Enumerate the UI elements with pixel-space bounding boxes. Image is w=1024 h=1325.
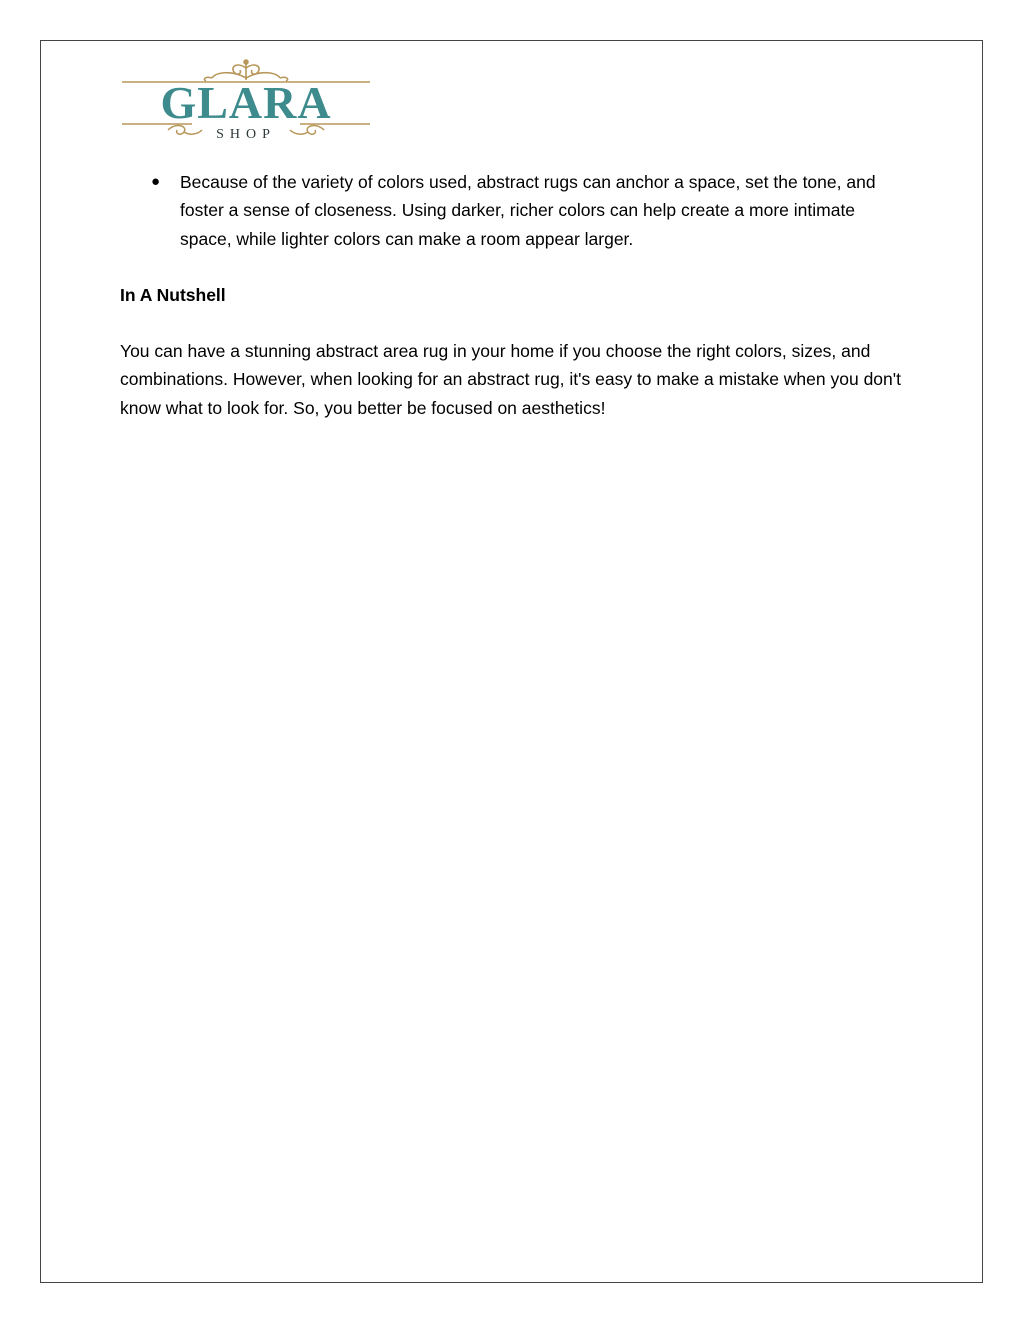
bullet-text: Because of the variety of colors used, abstract rugs can anchor a space, set the tone, and foster a sense of closeness. Using darker, richer colors can help create a more intimate space, while lighter colors can make a room appear larger.	[180, 172, 876, 249]
logo-subtitle: SHOP	[216, 127, 276, 142]
logo-wordmark: GLARA	[160, 77, 332, 128]
section-paragraph: You can have a stunning abstract area rug in your home if you choose the right colors, sizes, and combinations. However, when looking for an abstract rug, it's easy to make a mistake when you don't know what to look for. So, you better be focused on aesthetics!	[120, 341, 901, 418]
bullet-list	[120, 168, 910, 253]
document-body	[120, 168, 910, 422]
glara-shop-logo	[120, 58, 372, 146]
bullet-icon: ●	[151, 173, 161, 190]
section-heading: In A Nutshell	[120, 284, 226, 305]
logo-graphic	[120, 58, 372, 146]
list-item	[120, 168, 880, 253]
